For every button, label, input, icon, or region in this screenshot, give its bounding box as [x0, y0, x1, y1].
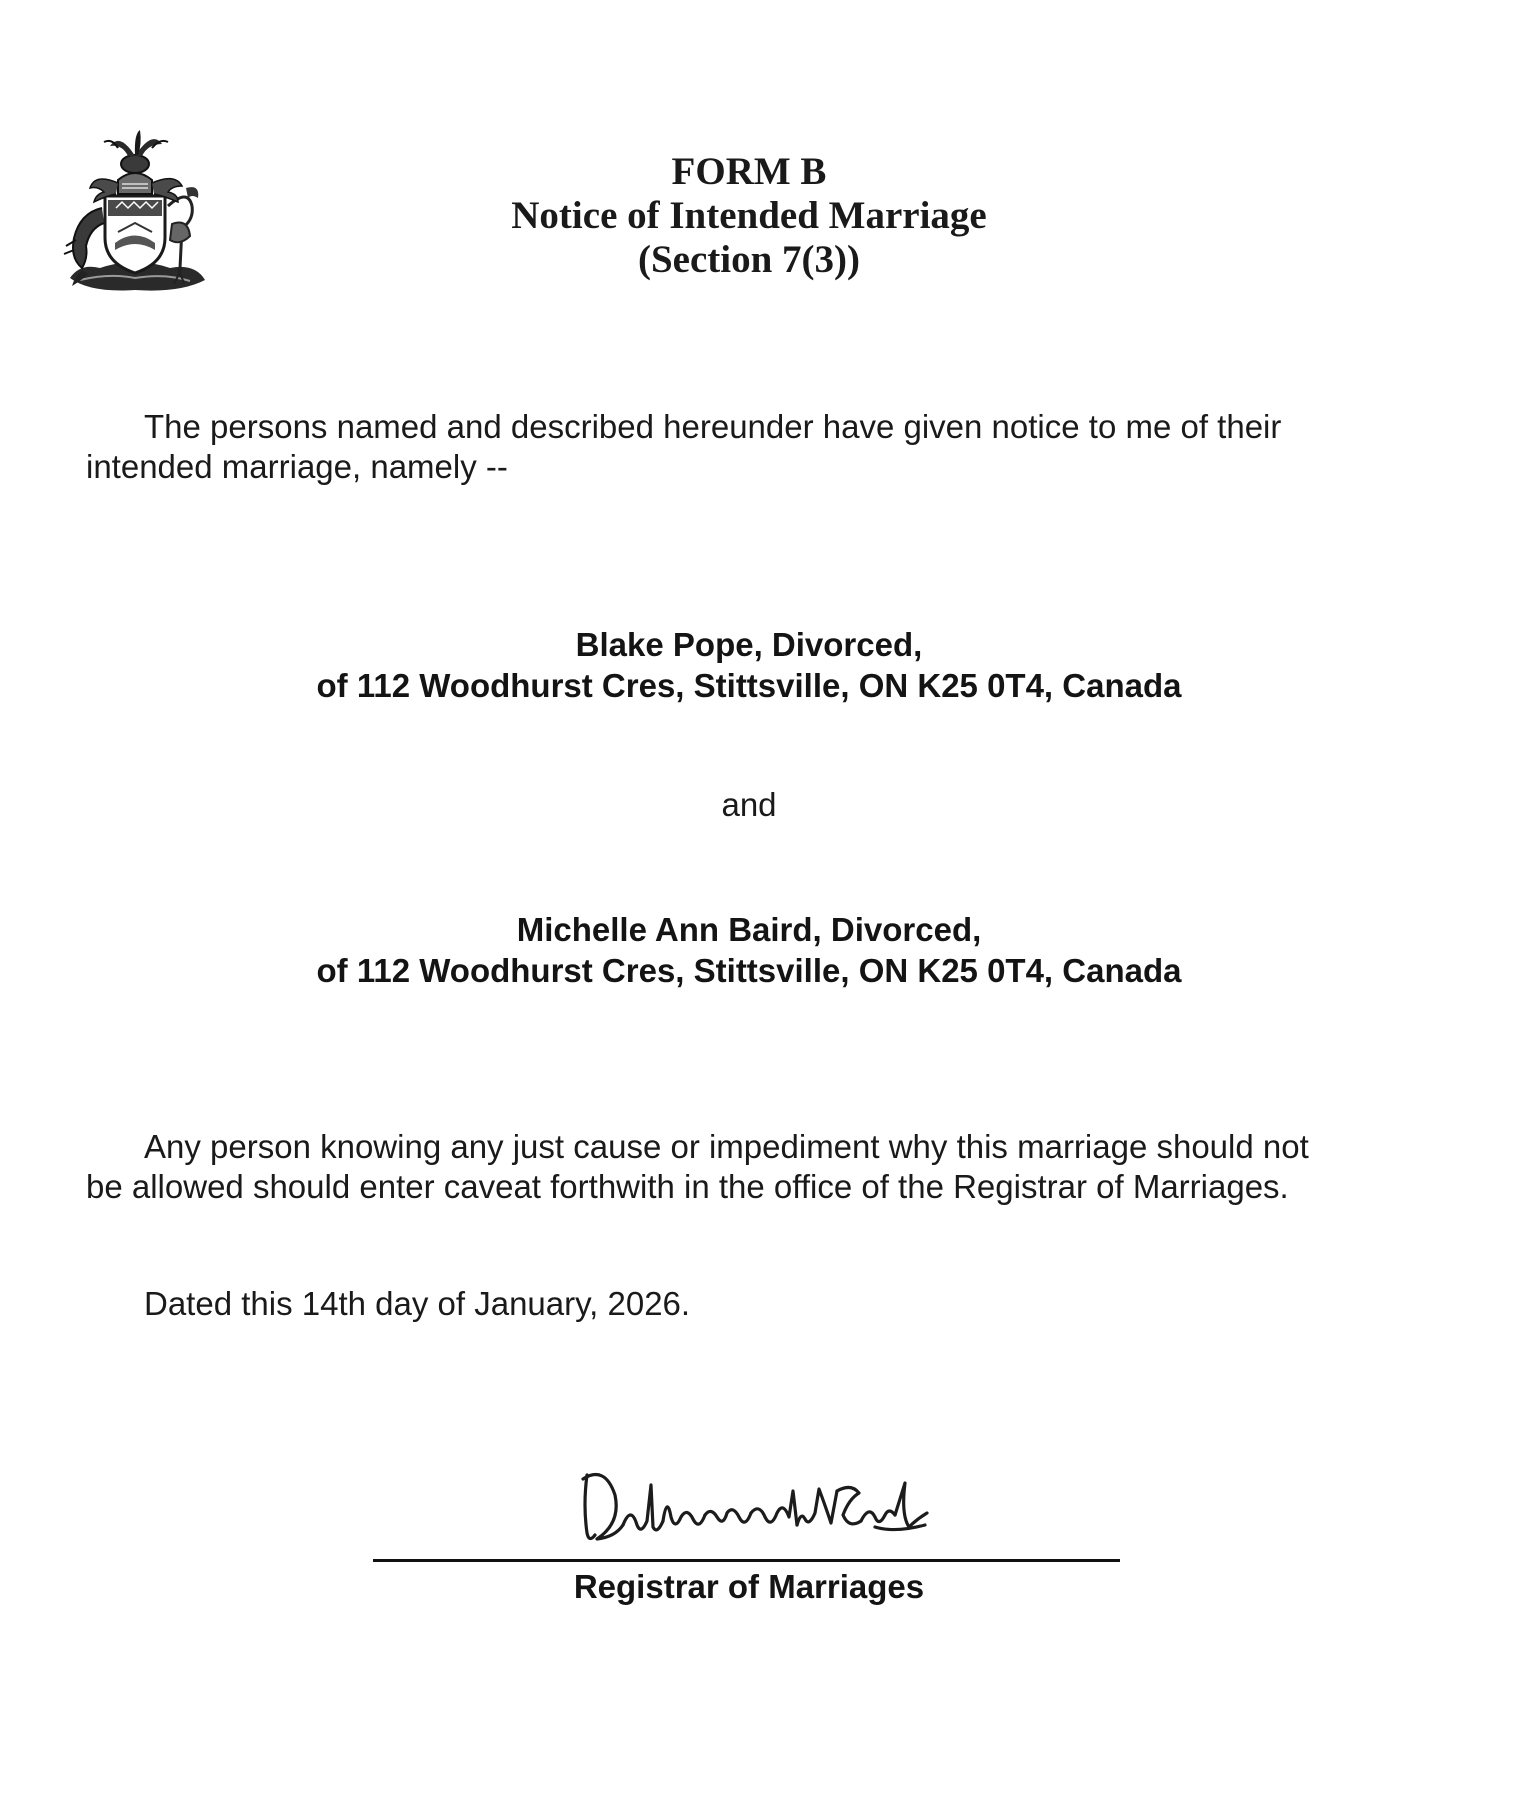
party-2-name: Michelle Ann Baird, Divorced, — [516, 911, 982, 948]
caveat-line-2: be allowed should enter caveat forthwith in the office of the Registrar of Marriages. — [86, 1168, 1289, 1205]
form-label: FORM B — [671, 150, 827, 193]
signature-label: Registrar of Marriages — [573, 1568, 925, 1605]
caveat-line-1 — [86, 1127, 1426, 1167]
intro-line-1-text: The persons named and described hereunder have given notice to me of their — [144, 408, 1282, 445]
form-header — [0, 150, 1498, 282]
connector-and: and — [721, 786, 777, 823]
intro-line-1 — [86, 407, 1426, 447]
party-2-address: of 112 Woodhurst Cres, Stittsville, ON K25 0T4, Canada — [316, 952, 1182, 989]
form-section: (Section 7(3)) — [637, 238, 861, 281]
caveat-paragraph — [86, 1127, 1426, 1207]
party-1-name: Blake Pope, Divorced, — [575, 626, 923, 663]
form-title: Notice of Intended Marriage — [511, 194, 987, 237]
intro-line-2: intended marriage, namely -- — [86, 448, 508, 485]
intro-paragraph — [86, 407, 1426, 487]
party-1 — [0, 624, 1498, 706]
party-1-address: of 112 Woodhurst Cres, Stittsville, ON K25 0T4, Canada — [316, 667, 1182, 704]
signature-icon — [575, 1455, 935, 1555]
party-2 — [0, 909, 1498, 991]
dated-line: Dated this 14th day of January, 2026. — [144, 1285, 691, 1322]
signature-line — [373, 1559, 1120, 1562]
caveat-line-1-text: Any person knowing any just cause or impediment why this marriage should not — [144, 1128, 1309, 1165]
